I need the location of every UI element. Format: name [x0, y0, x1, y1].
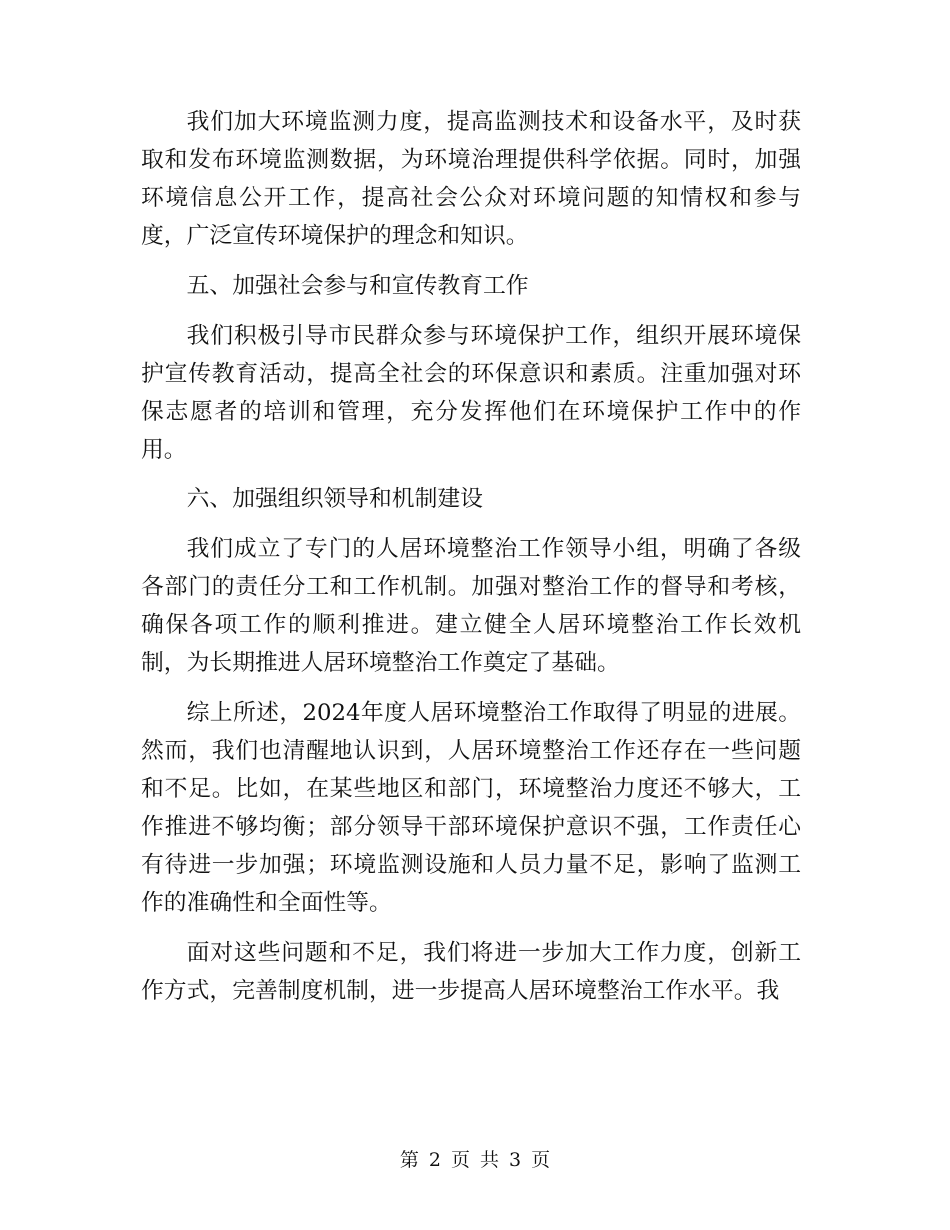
page-number-footer: 第 2 页 共 3 页	[399, 1149, 551, 1171]
section-heading: 五、加强社会参与和宣传教育工作	[186, 272, 529, 299]
body-paragraph: 我们成立了专门的人居环境整治工作领导小组，明确了各级各部门的责任分工和工作机制。加强对整治工作的督导和考核，确保各项工作的顺利推进。建立健全人居环境整治工作长效机制，为长期推进人居环境整治工作奠定了基础。	[141, 536, 801, 677]
document-body	[141, 103, 801, 1022]
body-paragraph: 我们加大环境监测力度，提高监测技术和设备水平，及时获取和发布环境监测数据，为环境治理提供科学依据。同时，加强环境信息公开工作，提高社会公众对环境问题的知情权和参与度，广泛宣传环境保护的理念和知识。	[141, 109, 801, 249]
body-paragraph: 面对这些问题和不足，我们将进一步加大工作力度，创新工作方式，完善制度机制，进一步提高人居环境整治工作水平。我	[141, 939, 801, 1004]
body-paragraph: 综上所述，2024年度人居环境整治工作取得了明显的进展。然而，我们也清醒地认识到，人居环境整治工作还存在一些问题和不足。比如，在某些地区和部门，环境整治力度还不够大，工作推进不够均衡；部分领导干部环境保护意识不强，工作责任心有待进一步加强；环境监测设施和人员力量不足，影响了监测工作的准确性和全面性等。	[141, 699, 801, 916]
section-heading: 六、加强组织领导和机制建设	[186, 486, 483, 513]
body-paragraph: 我们积极引导市民群众参与环境保护工作，组织开展环境保护宣传教育活动，提高全社会的环保意识和素质。注重加强对环保志愿者的培训和管理，充分发挥他们在环境保护工作中的作用。	[141, 322, 801, 463]
